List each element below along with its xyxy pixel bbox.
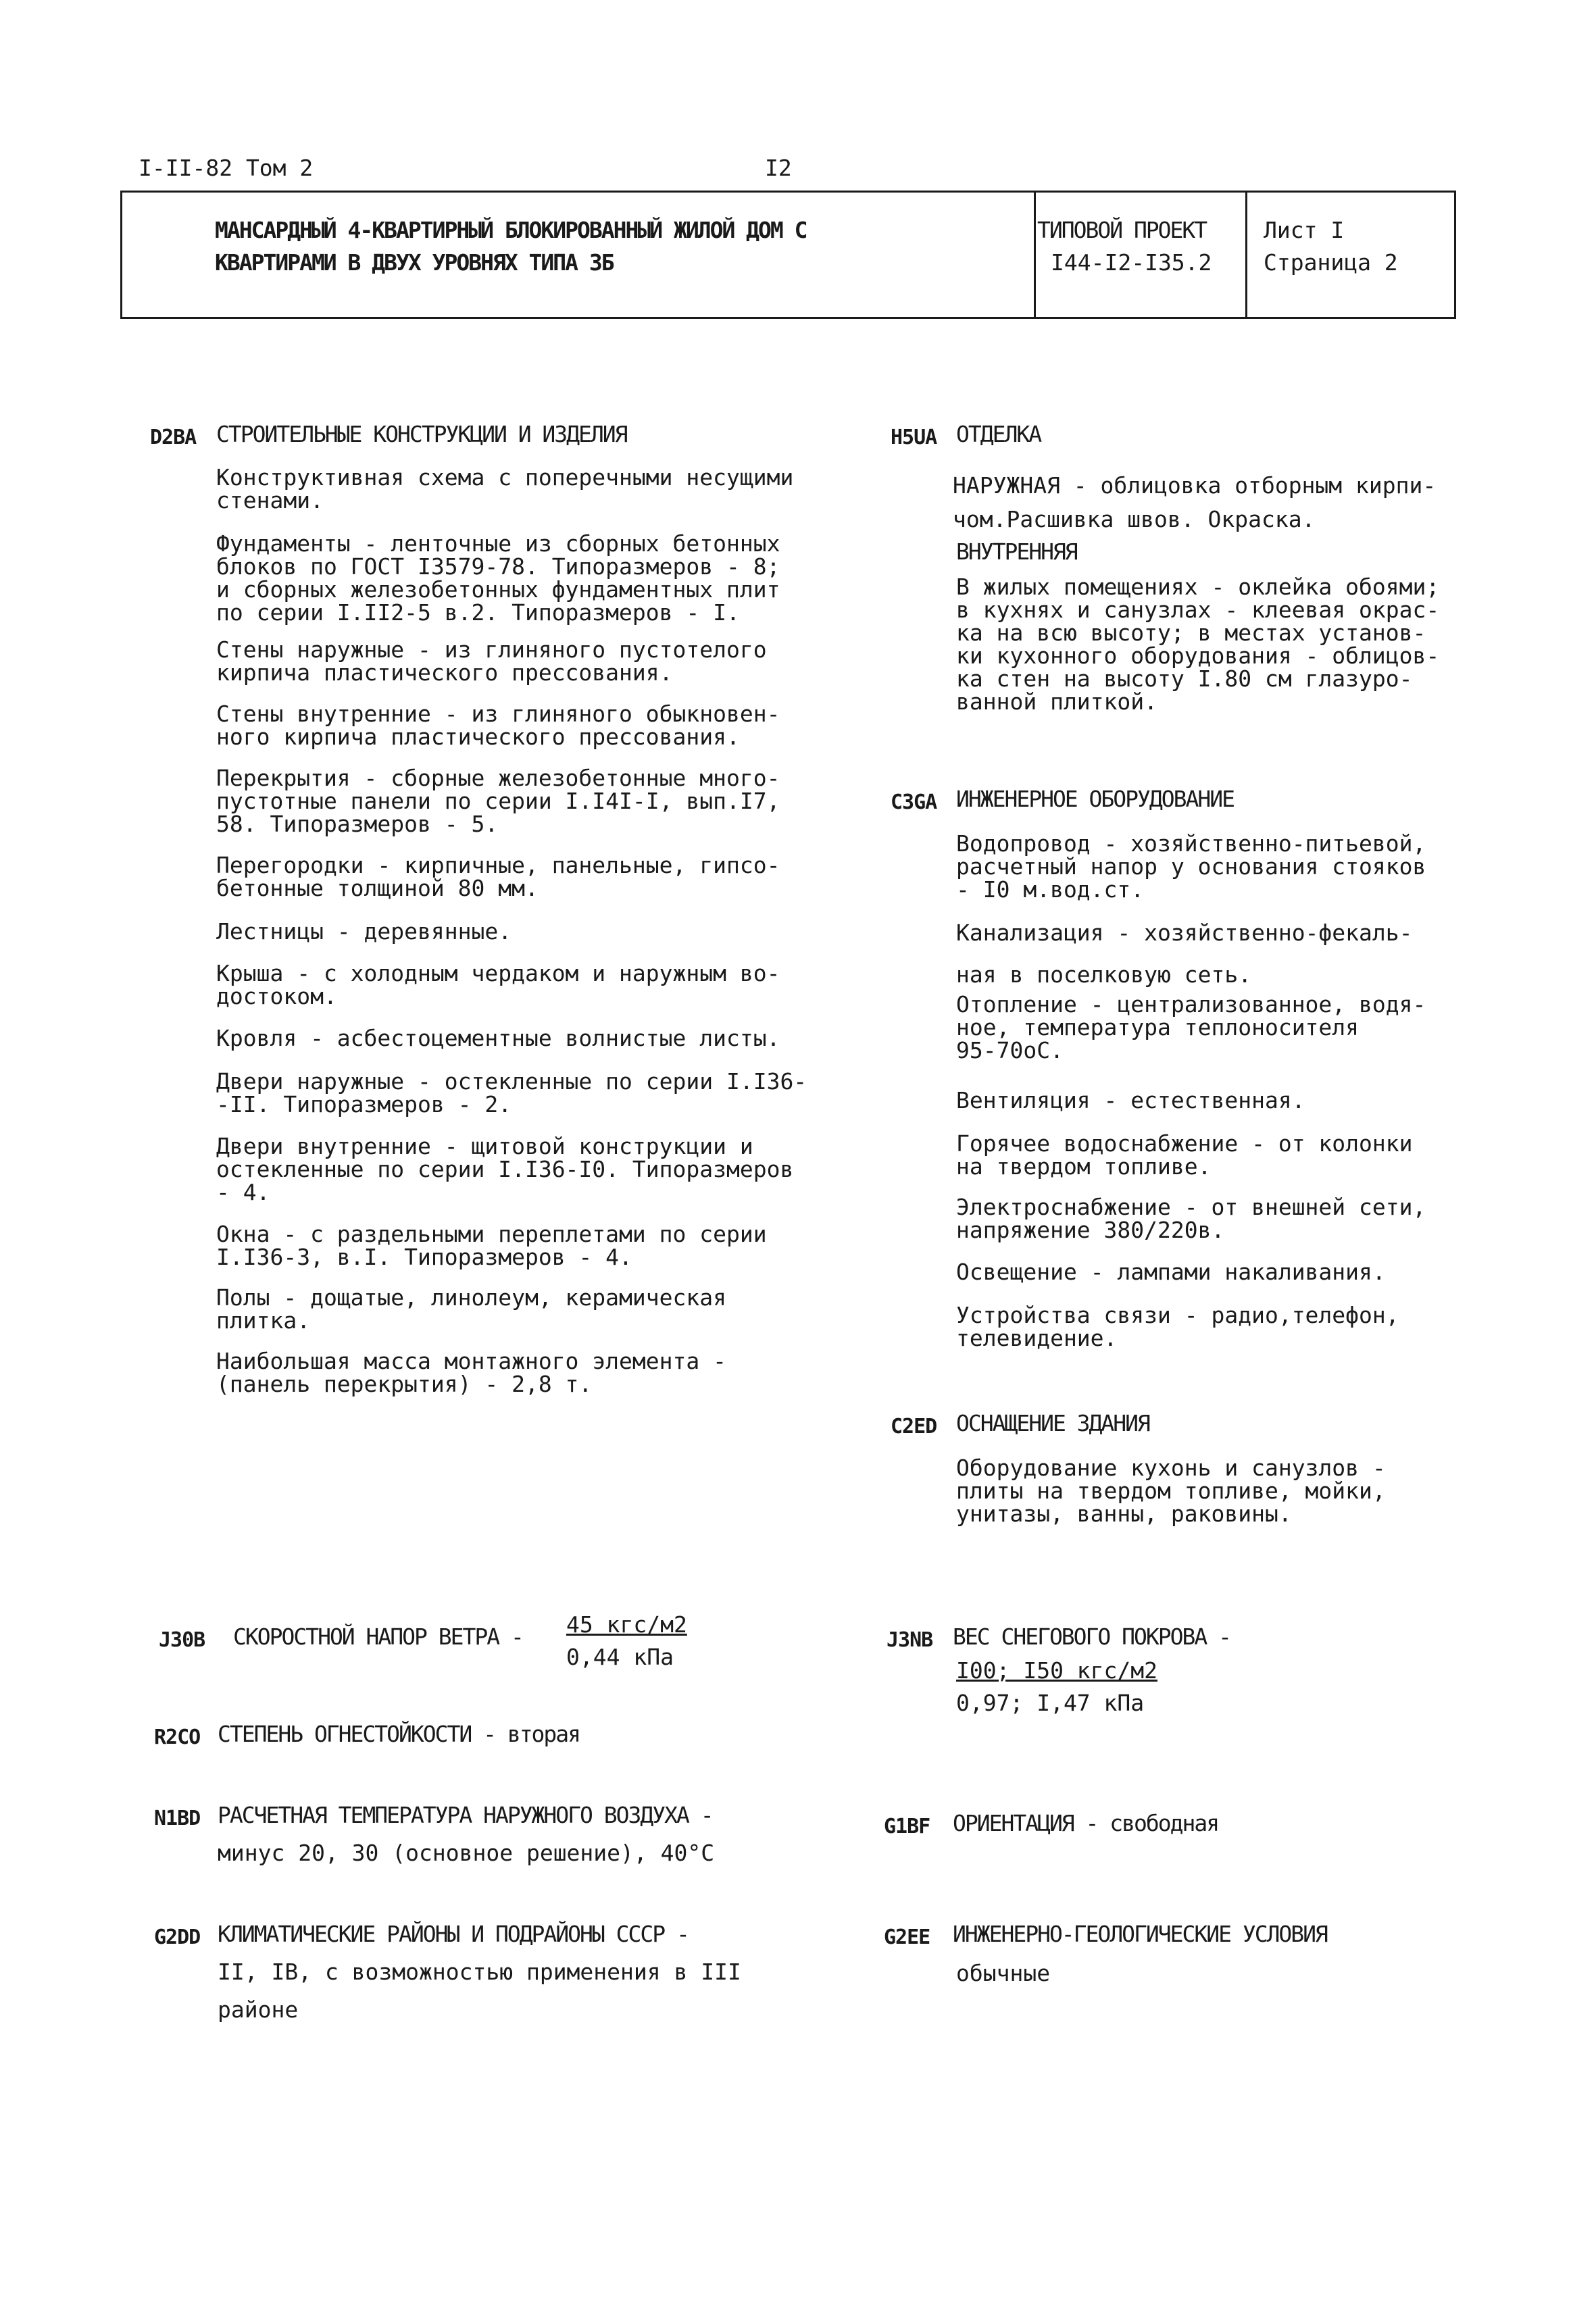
paragraph: Крыша - с холодным чердаком и наружным во- достоком. (216, 960, 780, 1009)
paragraph: Перекрытия - сборные железобетонные много- пустотные панели по серии I.I4I-I, вып.I7, 58. Типоразмеров - 5. (216, 765, 780, 837)
paragraph: Кровля - асбестоцементные волнистые листы. (216, 1025, 780, 1051)
paragraph: Лестницы - деревянные. (216, 918, 512, 945)
paragraph: Горячее водоснабжение - от колонки на твердом топливе. (956, 1130, 1413, 1180)
paragraph: Канализация - хозяйственно-фекаль- ная в поселковую сеть. (956, 920, 1413, 988)
doc-reference: I-II-82 Том 2 (139, 155, 314, 181)
section-heading-finish: ОТДЕЛКА (956, 421, 1041, 447)
snow-load-label: ВЕС СНЕГОВОГО ПОКРОВА - (953, 1624, 1230, 1650)
section-code: N1BD (154, 1807, 201, 1830)
design-temperature-label: РАСЧЕТНАЯ ТЕМПЕРАТУРА НАРУЖНОГО ВОЗДУХА - (218, 1802, 713, 1828)
wind-pressure-label: СКОРОСТНОЙ НАПОР ВЕТРА - (233, 1624, 523, 1650)
fire-resistance: СТЕПЕНЬ ОГНЕСТОЙКОСТИ - вторая (218, 1721, 580, 1747)
geological-conditions-label: ИНЖЕНЕРНО-ГЕОЛОГИЧЕСКИЕ УСЛОВИЯ (953, 1921, 1327, 1947)
section-code: H5UA (891, 426, 937, 449)
paragraph-inner-finish: В жилых помещениях - оклейка обоями; в кухнях и санузлах - клеевая окрас- ка на всю высоту; в местах установ- ки кухонного оборудования - облицов- ка стен на высоту I.80 см глазуро- ванной плиткой. (956, 574, 1440, 715)
paragraph: Перегородки - кирпичные, панельные, гипсо- бетонные толщиной 80 мм. (216, 852, 780, 901)
page-label: Страница 2 (1264, 249, 1398, 276)
project-number: I44-I2-I35.2 (1051, 249, 1212, 276)
section-code: G2EE (884, 1926, 930, 1949)
wind-pressure-value-kpa: 0,44 кПа (566, 1644, 674, 1670)
section-heading-structures: СТРОИТЕЛЬНЫЕ КОНСТРУКЦИИ И ИЗДЕЛИЯ (216, 421, 627, 447)
paragraph: Электроснабжение - от внешней сети, напряжение 380/220в. (956, 1194, 1426, 1243)
section-heading-equipment: ОСНАЩЕНИЕ ЗДАНИЯ (956, 1410, 1149, 1436)
section-code: D2BA (150, 426, 197, 449)
snow-load-value-kpa: 0,97; I,47 кПа (956, 1690, 1145, 1716)
paragraph: Конструктивная схема с поперечными несущими стенами. (216, 464, 794, 513)
paragraph: Водопровод - хозяйственно-питьевой, расчетный напор у основания стояков - I0 м.вод.ст. (956, 830, 1426, 903)
section-code: J30B (159, 1628, 205, 1652)
page-number: I2 (765, 155, 792, 181)
project-label: ТИПОВОЙ ПРОЕКТ (1037, 217, 1207, 243)
title-block-divider (1245, 192, 1247, 318)
paragraph: Стены внутренние - из глиняного обыкновен- ного кирпича пластического прессования. (216, 701, 780, 750)
paragraph: Полы - дощатые, линолеум, керамическая плитка. (216, 1284, 726, 1334)
sheet-number: Лист I (1264, 217, 1345, 243)
doc-title-line1: МАНСАРДНЫЙ 4-КВАРТИРНЫЙ БЛОКИРОВАННЫЙ ЖИЛОЙ ДОМ С (215, 217, 807, 243)
paragraph: Освещение - лампами накаливания. (956, 1259, 1386, 1285)
geological-conditions-value: обычные (956, 1960, 1051, 1986)
section-code: R2CO (154, 1726, 201, 1749)
wind-pressure-value: 45 кгс/м2 (566, 1611, 687, 1638)
subheading-inner-finish: ВНУТРЕННЯЯ (956, 538, 1077, 565)
snow-load-value: I00; I50 кгс/м2 (956, 1657, 1158, 1684)
orientation: ОРИЕНТАЦИЯ - свободная (953, 1810, 1219, 1836)
paragraph: Стены наружные - из глиняного пустотелого кирпича пластического прессования. (216, 636, 767, 686)
section-code: J3NB (887, 1628, 933, 1652)
section-code: C2ED (891, 1415, 937, 1438)
section-code: G1BF (884, 1815, 930, 1838)
paragraph: Двери наружные - остекленные по серии I.I36- -II. Типоразмеров - 2. (216, 1068, 807, 1117)
design-temperature-value: минус 20, 30 (основное решение), 40°С (218, 1840, 715, 1866)
climate-regions-label: КЛИМАТИЧЕСКИЕ РАЙОНЫ И ПОДРАЙОНЫ СССР - (218, 1921, 689, 1947)
paragraph: Окна - с раздельными переплетами по серии I.I36-3, в.I. Типоразмеров - 4. (216, 1221, 767, 1270)
climate-regions-value: районе (218, 1996, 299, 2023)
paragraph: Вентиляция - естественная. (956, 1087, 1305, 1113)
title-block-divider (1034, 192, 1036, 318)
section-code: C3GA (891, 790, 937, 814)
paragraph: Устройства связи - радио,телефон, телевидение. (956, 1302, 1399, 1351)
paragraph-equipment: Оборудование кухонь и санузлов - плиты на твердом топливе, мойки, унитазы, ванны, раковины. (956, 1455, 1386, 1527)
paragraph: Наибольшая масса монтажного элемента - (панель перекрытия) - 2,8 т. (216, 1348, 726, 1397)
paragraph: Отопление - централизованное, водя- ное, температура теплоносителя 95-70оС. (956, 991, 1426, 1063)
section-code: G2DD (154, 1926, 201, 1949)
paragraph-outer-finish: НАРУЖНАЯ - облицовка отборным кирпи- чом.Расшивка швов. Окраска. (953, 472, 1437, 532)
paragraph: Двери внутренние - щитовой конструкции и остекленные по серии I.I36-I0. Типоразмеров - 4. (216, 1133, 794, 1205)
section-heading-engineering: ИНЖЕНЕРНОЕ ОБОРУДОВАНИЕ (956, 786, 1234, 812)
climate-regions-value: II, IВ, с возможностью применения в III (218, 1959, 741, 1985)
doc-title-line2: КВАРТИРАМИ В ДВУХ УРОВНЯХ ТИПА 3Б (215, 249, 614, 276)
paragraph: Фундаменты - ленточные из сборных бетонных блоков по ГОСТ I3579-78. Типоразмеров - 8; и сборных железобетонных фундаментных плит по серии I.II2-5 в.2. Типоразмеров - I. (216, 530, 780, 626)
